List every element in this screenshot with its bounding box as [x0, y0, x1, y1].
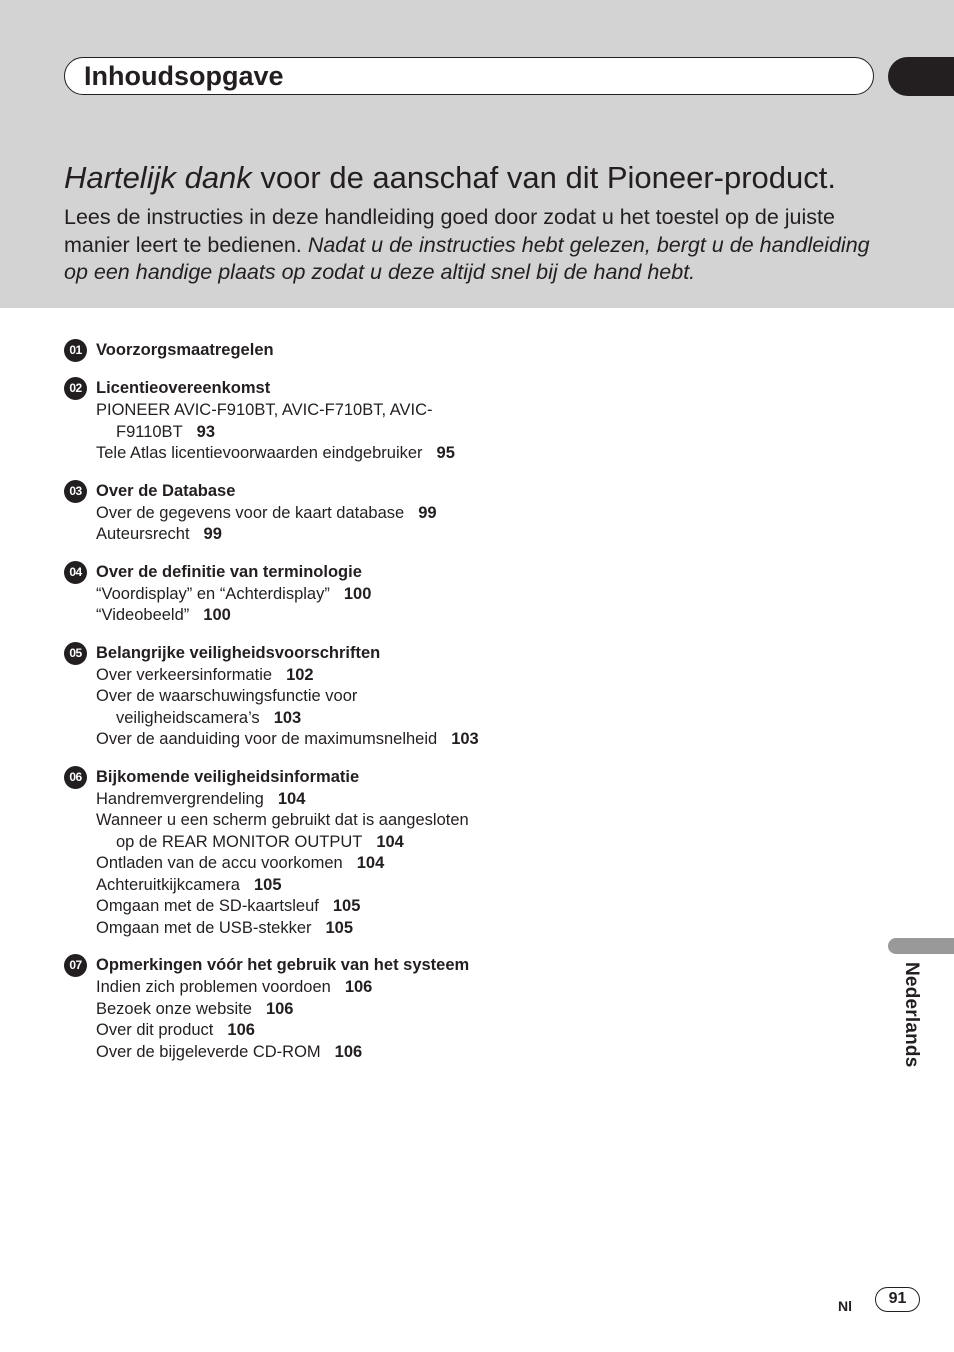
toc-entry-page: 95 [436, 444, 455, 462]
toc-entry[interactable] [64, 686, 484, 729]
toc-entry-text: Over de gegevens voor de kaart database [96, 503, 405, 522]
toc-entry-text: Over dit product [96, 1021, 214, 1039]
toc-entry-page: 103 [451, 730, 479, 748]
toc-entry-page: 100 [343, 584, 372, 603]
toc-entry[interactable] [64, 400, 484, 443]
intro-italic: Nadat u de instructies hebt gelezen, bergt u de handleiding op een handige plaats op zodat u deze altijd snel bij de hand hebt. [64, 232, 870, 284]
toc-entry-page: 105 [325, 918, 354, 937]
chapter-title-pill [64, 57, 874, 95]
headline-italic: Hartelijk dank [64, 160, 252, 195]
toc-entry-text: Auteursrecht [96, 525, 190, 543]
toc-entry-page: 104 [277, 789, 306, 808]
toc-entry-page: 105 [253, 875, 282, 894]
chapter-number-badge: 03 [64, 480, 87, 503]
toc-section-07 [64, 953, 484, 1063]
toc-section-heading[interactable] [64, 560, 484, 584]
toc-entry[interactable] [64, 729, 484, 751]
toc-entry[interactable] [64, 918, 484, 940]
toc-entry-text: Indien zich problemen voordoen [96, 978, 331, 996]
toc-entry-text: “Voordisplay” en “Achterdisplay” [96, 584, 330, 603]
toc-section-heading[interactable] [64, 338, 484, 362]
intro-paragraph [64, 204, 894, 287]
chapter-tab-marker [888, 57, 954, 96]
toc-entry-page: 100 [203, 606, 231, 624]
chapter-number-badge: 01 [64, 339, 87, 362]
toc-entry-text: Over de waarschuwingsfunctie voor veiligheidscamera’s [96, 687, 358, 727]
language-tab-marker [888, 938, 954, 954]
toc-section-title: Over de Database [96, 481, 236, 500]
toc-entry-page: 103 [273, 708, 302, 727]
toc-entry-page: 104 [356, 854, 385, 872]
toc-section-03 [64, 479, 484, 546]
page-number: 91 [875, 1287, 920, 1312]
toc-entry-text: Achteruitkijkcamera [96, 875, 240, 894]
toc-entry[interactable] [64, 789, 484, 811]
toc-entry[interactable] [64, 524, 484, 546]
toc-entry-text: Over de aanduiding voor de maximumsnelheid [96, 730, 438, 748]
toc-section-title: Opmerkingen vóór het gebruik van het systeem [96, 956, 470, 974]
chapter-number-badge: 04 [64, 561, 87, 584]
footer-language-code: Nl [838, 1298, 852, 1314]
toc-entry-page: 106 [227, 1021, 255, 1039]
toc-entry-text: Omgaan met de SD-kaartsleuf [96, 897, 319, 915]
toc-entry[interactable] [64, 999, 484, 1021]
toc-entry[interactable] [64, 1020, 484, 1042]
toc-entry-page: 104 [376, 832, 404, 851]
toc-section-02 [64, 376, 484, 465]
toc-entry-page: 99 [203, 525, 222, 543]
toc-section-title: Bijkomende veiligheidsinformatie [96, 767, 360, 786]
toc-section-01 [64, 338, 484, 362]
toc-entry[interactable] [64, 896, 484, 918]
toc-section-heading[interactable] [64, 641, 484, 665]
toc-entry-text: Tele Atlas licentievoorwaarden eindgebruiker [96, 444, 423, 462]
toc-section-title: Over de definitie van terminologie [96, 562, 362, 581]
toc-entry-text: “Videobeeld” [96, 606, 190, 624]
language-label: Nederlands [901, 962, 922, 1068]
toc-entry[interactable] [64, 605, 484, 627]
toc-entry[interactable] [64, 810, 484, 853]
toc-entry[interactable] [64, 503, 484, 525]
chapter-number-badge: 06 [64, 766, 87, 789]
toc-entry-page: 105 [332, 897, 361, 915]
toc-entry-text: Over de bijgeleverde CD-ROM [96, 1042, 321, 1061]
chapter-title: Inhoudsopgave [84, 61, 284, 91]
toc-section-05 [64, 641, 484, 751]
toc-section-heading[interactable] [64, 765, 484, 789]
toc-entry-page: 93 [196, 422, 216, 441]
toc-entry[interactable] [64, 1042, 484, 1064]
toc-section-title: Voorzorgsmaatregelen [96, 341, 274, 359]
chapter-number-badge: 07 [64, 954, 87, 977]
toc-entry[interactable] [64, 853, 484, 875]
toc-section-heading[interactable] [64, 953, 484, 977]
intro-regular: Lees de instructies in deze handleiding goed door zodat u het toestel op de juiste manier leert te bedienen. [64, 205, 835, 257]
toc-entry[interactable] [64, 875, 484, 897]
toc-entry[interactable] [64, 977, 484, 999]
toc-section-title: Belangrijke veiligheidsvoorschriften [96, 643, 381, 662]
chapter-number-badge: 02 [64, 377, 87, 400]
toc-entry-text: Ontladen van de accu voorkomen [96, 854, 343, 872]
toc-entry-page: 102 [286, 665, 314, 684]
toc-entry[interactable] [64, 665, 484, 687]
toc-section-06 [64, 765, 484, 940]
toc-section-title: Licentieovereenkomst [96, 379, 271, 397]
toc-entry-page: 106 [265, 999, 294, 1018]
toc-entry-text: Handremvergrendeling [96, 789, 264, 808]
toc-entry-page: 106 [334, 1042, 363, 1061]
toc-section-heading[interactable] [64, 376, 484, 400]
toc-entry-text: Over verkeersinformatie [96, 665, 273, 684]
headline-rest: voor de aanschaf van dit Pioneer-product. [251, 160, 836, 195]
toc-entry-text: Wanneer u een scherm gebruikt dat is aangesloten op de REAR MONITOR OUTPUT [96, 811, 469, 851]
toc-entry-text: PIONEER AVIC-F910BT, AVIC-F710BT, AVIC-F9110BT [96, 401, 433, 441]
toc-entry-text: Bezoek onze website [96, 999, 252, 1018]
headline [64, 158, 836, 198]
toc-entry[interactable] [64, 443, 484, 465]
toc-entry[interactable] [64, 584, 484, 606]
toc-section-heading[interactable] [64, 479, 484, 503]
chapter-number-badge: 05 [64, 642, 87, 665]
toc-entry-page: 106 [344, 978, 373, 996]
toc-entry-text: Omgaan met de USB-stekker [96, 918, 312, 937]
toc-section-04 [64, 560, 484, 627]
table-of-contents [64, 338, 484, 1077]
toc-entry-page: 99 [418, 503, 437, 522]
